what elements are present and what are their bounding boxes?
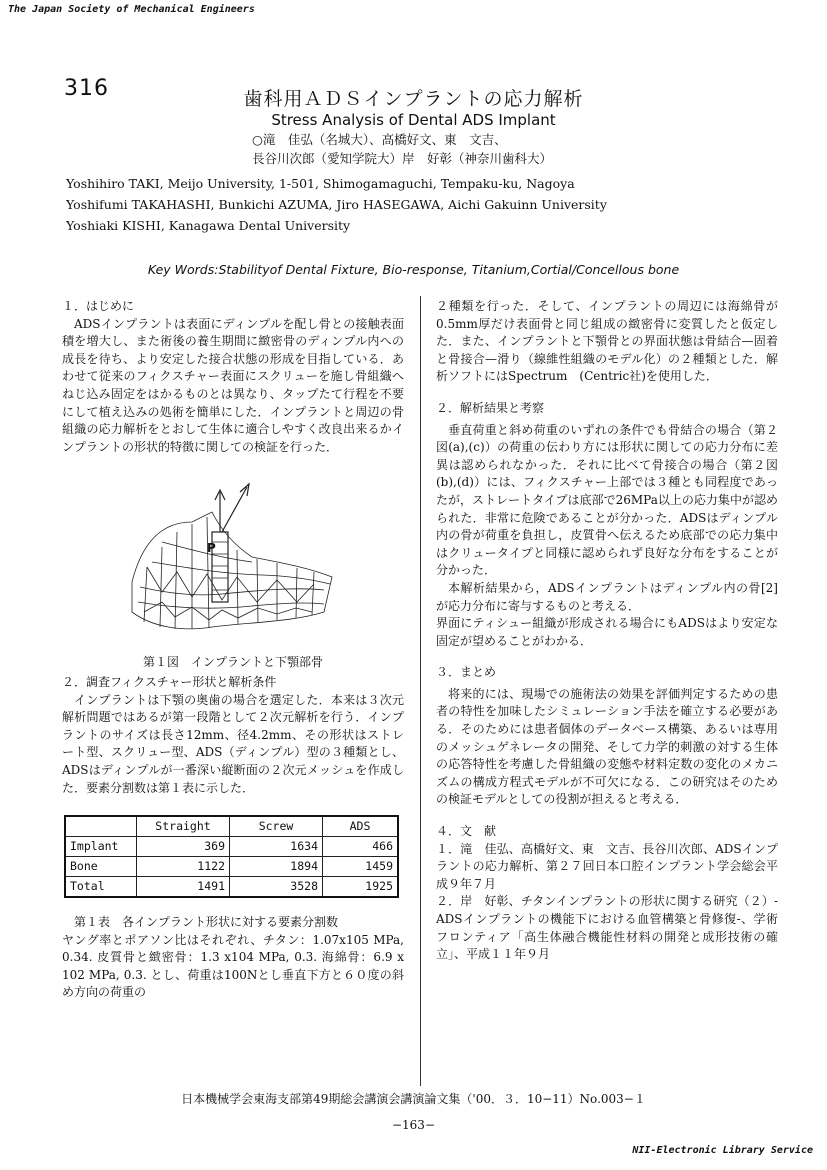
- table-header-cell: [65, 816, 137, 837]
- table-header-cell: ADS: [323, 816, 399, 837]
- left-column: [62, 298, 404, 1002]
- table-header-row: [65, 816, 398, 837]
- paragraph: ADSインプラントは表面にディンプルを配し骨との接触表面積を増大し、また術後の養生期間に緻密骨のディンプル内への成長を待ち、より安定した接合状態の形成を目指している．あわせて従来のフィクスチャー表面にスクリューを施し骨組織へねじ込み固定をはかるものとは異なり、タップたて行程を不要にして植え込みの処術を簡単にした．インプラントと周辺の骨組織の応力解析をとおして生体に適合しやすく改良出来るかインプラントの形状的特徴に関しての検証を行った．: [62, 316, 404, 454]
- jaw-mesh-drawing: [62, 462, 404, 652]
- section-heading: ４．文 献: [436, 824, 497, 839]
- row-label: Total: [65, 877, 137, 898]
- table-cell: 1894: [230, 857, 323, 877]
- element-count-table: [64, 815, 399, 898]
- authors-japanese: [252, 130, 552, 168]
- page-number: −163−: [391, 1118, 435, 1132]
- table-cell: 466: [323, 837, 399, 857]
- section-heading: ２．調査フィクスチャー形状と解析条件: [62, 674, 277, 689]
- table-row: [65, 837, 398, 857]
- affiliation-line: Yoshihiro TAKI, Meijo University, 1-501, Shimogamaguchi, Tempaku-ku, Nagoya: [66, 176, 575, 191]
- table-cell: 369: [137, 837, 230, 857]
- nii-footer: NII-Electronic Library Service: [632, 1145, 813, 1156]
- author-line: 長谷川次郎（愛知学院大）岸 好彰（神奈川歯科大）: [252, 151, 553, 166]
- paragraph: 本解析結果から，ADSインプラントはディンプル内の骨[2]が応力分布に寄与するものと考える．: [436, 580, 778, 613]
- keywords: Key Words:Stabilityof Dental Fixture, Bio-response, Titanium,Cortial/Concellous bone: [147, 262, 680, 277]
- figure-caption: 第１図 インプラントと下顎部骨: [142, 655, 323, 670]
- table-row: [65, 877, 398, 898]
- table-cell: 1122: [137, 857, 230, 877]
- section-heading: １．はじめに: [62, 299, 135, 313]
- table-header-cell: Screw: [230, 816, 323, 837]
- table-cell: 3528: [230, 877, 323, 898]
- affiliations-english: [66, 173, 607, 236]
- reference-item: １．滝 佳弘、高橋好文、東 文吉、長谷川次郎、ADSインプラントの応力解析、第２７回日本口腔インプラント学会総会平成９年７月: [436, 841, 778, 891]
- affiliation-line: Yoshiaki KISHI, Kanagawa Dental University: [66, 218, 351, 233]
- paragraph: 垂直荷重と斜め荷重のいずれの条件でも骨結合の場合（第２図(a),(c)）の荷重の伝わり方には形状に関しての応力分布に差異は認められなかった．それに比べて骨接合の場合（第２図(b),(d)）には、フィクスチャー上部では３種とも同程度であったが，ストレートタイプは底部で26MPa以上の応力集中が認められた．非常に危険であることが分かった．ADSはディンプル内の骨が荷重を負担し，皮質骨へ伝えるため底部での応力集中はクリュータイプと同様に認められず良好な分布をすることが分かった．: [436, 422, 778, 578]
- paragraph: ヤング率とポアソン比はそれぞれ、チタン：1.07x105 MPa, 0.34. 皮質骨と緻密骨：1.3 x104 MPa, 0.3. 海綿骨：6.9 x 102 MPa, 0.3. とし、荷重は100Nとし垂直下方と６０度の斜め方向の荷重の: [62, 932, 404, 1000]
- table-cell: 1925: [323, 877, 399, 898]
- row-label: Bone: [65, 857, 137, 877]
- table-row: [65, 857, 398, 877]
- society-header: The Japan Society of Mechanical Engineers: [8, 4, 255, 15]
- paper-number: 316: [64, 76, 109, 101]
- author-line: ○滝 佳弘（名城大）、高橋好文、東 文吉、: [252, 132, 507, 147]
- title-japanese: 歯科用ＡＤＳインプラントの応力解析: [243, 88, 584, 110]
- table-cell: 1491: [137, 877, 230, 898]
- paragraph: ２種類を行った．そして、インプラントの周辺には海綿骨が0.5mm厚だけ表面骨と同じ組成の緻密骨に変質したと仮定した．また、インプラントと下顎骨との界面状態は骨結合—固着と骨接合—滑り（線維性組織のモデル化）の２種類とした．解析ソフトにはSpectrum (Centric社)を使用した．: [436, 299, 778, 384]
- figure-implant-jaw: [62, 462, 404, 652]
- paragraph: 界面にティシュー組織が形成される場合にもADSはより安定な固定が望めることがわかる．: [436, 616, 778, 648]
- table-cell: 1634: [230, 837, 323, 857]
- table-caption: 第１表 各インプラント形状に対する要素分割数: [74, 915, 339, 930]
- column-divider: [420, 296, 421, 1086]
- title-english: Stress Analysis of Dental ADS Implant: [271, 111, 556, 129]
- affiliation-line: Yoshifumi TAKAHASHI, Bunkichi AZUMA, Jiro HASEGAWA, Aichi Gakuinn University: [66, 197, 607, 212]
- paragraph: インプラントは下顎の奥歯の場合を選定した．本来は３次元解析問題ではあるが第一段階として２次元解析を行う．インプラントのサイズは長さ12mm、径4.2mm、その形状はストレート型、スクリュー型、ADS（ディンプル）型の３種類とし、ADSはディンプルが一番深い縦断面の２次元メッシュを作成した．要素分割数は第１表に示した．: [62, 692, 404, 795]
- row-label: Implant: [65, 837, 137, 857]
- section-heading: ３．まとめ: [436, 665, 497, 680]
- table-header-cell: Straight: [137, 816, 230, 837]
- right-column: [436, 298, 778, 964]
- section-heading: ２．解析結果と考察: [436, 400, 545, 415]
- load-point-label: P: [207, 541, 216, 556]
- paragraph: 将来的には、現場での施術法の効果を評価判定するための患者の特性を加味したシミュレーション手法を確立する必要がある．そのためには患者個体のデータベース構築、あるいは専用のメッシュゲネレータの開発、そして力学的刺激の対する生体の応答特性を考慮した骨組織の変態や材料定数の変化のメカニズムの構成方程式モデルが不可欠になる．この研究はそのための検証モデルとしての役割が担えると考える．: [436, 686, 778, 807]
- proceedings-footer: 日本機械学会東海支部第49期総会講演会講演論文集（'00．３．10−11）No.003−１: [181, 1092, 646, 1106]
- table-cell: 1459: [323, 857, 399, 877]
- reference-item: ２．岸 好彰、チタンインプラントの形状に関する研究（２）-ADSインプラントの機能下における血管構築と骨修復-、学術フロンティア「高生体融合機能性材料の開発と成形技術の確立」、平成１１年９月: [436, 894, 778, 962]
